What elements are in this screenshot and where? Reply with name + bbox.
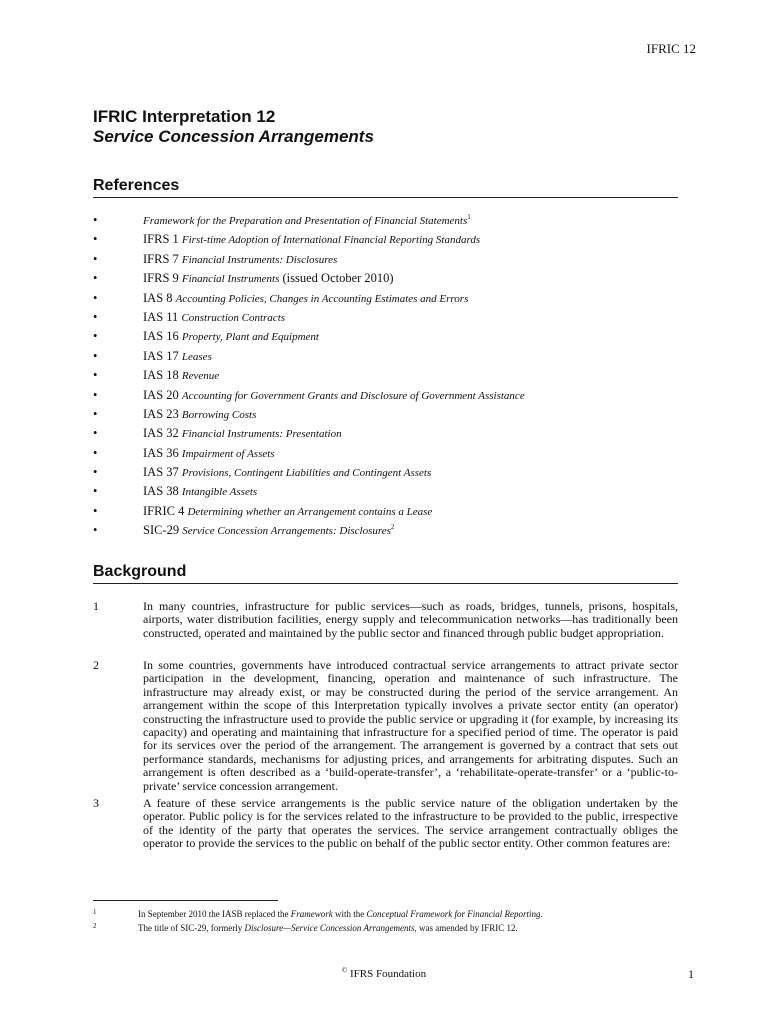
reference-item — [93, 269, 693, 288]
bullet: • — [93, 484, 98, 499]
reference-item — [93, 424, 693, 443]
reference-item — [93, 502, 693, 521]
reference-item — [93, 463, 693, 482]
bullet: • — [93, 503, 98, 518]
reference-code: IAS 20 — [143, 387, 179, 402]
reference-item — [93, 308, 693, 327]
reference-text — [143, 521, 394, 541]
reference-code: IAS 36 — [143, 445, 179, 460]
footnote-emphasis: Framework — [290, 909, 333, 919]
reference-item — [93, 444, 693, 463]
reference-text — [143, 347, 212, 367]
footnote-divider — [93, 900, 278, 901]
bullet: • — [93, 445, 98, 460]
bullet: • — [93, 271, 98, 286]
paragraph-number: 2 — [93, 658, 99, 672]
reference-title: Construction Contracts — [181, 311, 286, 324]
footnote-number: 2 — [93, 922, 97, 930]
footnote-text — [138, 922, 518, 934]
reference-code: IAS 37 — [143, 465, 179, 480]
reference-code: IFRS 7 — [143, 251, 179, 266]
reference-text — [143, 386, 525, 406]
background-paragraph-3 — [93, 797, 678, 851]
reference-item — [93, 289, 693, 308]
footnote-number: 1 — [93, 908, 97, 916]
publisher-name: IFRS Foundation — [349, 968, 427, 980]
reference-text — [143, 211, 471, 231]
paragraph-text: In many countries, infrastructure for public services—such as roads, bridges, tunnels, prisons, hospitals, airports, water distribution facilities, energy supply and telecommunication networks—has traditionally been constructed, operated and maintained by the public sector and financed through public budget appropriation. — [143, 599, 678, 640]
bullet: • — [93, 387, 98, 402]
reference-code: IAS 38 — [143, 484, 179, 499]
bullet: • — [93, 426, 98, 441]
reference-item — [93, 327, 693, 346]
reference-text — [143, 366, 219, 386]
reference-title: Financial Instruments: Presentation — [181, 428, 342, 441]
paragraph-number: 3 — [93, 796, 99, 810]
reference-text — [143, 230, 480, 250]
reference-title: Accounting Policies, Changes in Accounting Estimates and Errors — [175, 292, 469, 305]
reference-code: IAS 16 — [143, 329, 179, 344]
page-number: 1 — [688, 967, 694, 981]
bullet: • — [93, 406, 98, 421]
paragraph-text: A feature of these service arrangements is the public service nature of the obligation undertaken by the operator. Public policy is for the services related to the infrastructure to be provided to the public, irrespective of the identity of the party that operates the services. The service arrangement contractually obliges the operator to provide the services to the public on behalf of the public sector entity. Other common features are: — [143, 796, 678, 851]
bullet: • — [93, 290, 98, 305]
reference-item — [93, 386, 693, 405]
document-subtitle: Service Concession Arrangements — [93, 127, 374, 146]
reference-title: Revenue — [181, 370, 220, 383]
reference-text — [143, 308, 285, 328]
paragraph-number: 1 — [93, 599, 99, 613]
footnote-text-part: In September 2010 the IASB replaced the — [138, 909, 291, 919]
bullet: • — [93, 523, 98, 538]
bullet: • — [93, 213, 98, 227]
background-paragraph-2 — [93, 659, 678, 793]
reference-text — [143, 269, 394, 289]
reference-item — [93, 211, 693, 230]
reference-title: Framework for the Preparation and Presentation of Financial Statements — [143, 215, 468, 227]
reference-item — [93, 366, 693, 385]
reference-item — [93, 521, 693, 540]
reference-code: IAS 23 — [143, 406, 179, 421]
bullet: • — [93, 329, 98, 344]
title-block — [93, 107, 374, 147]
reference-item — [93, 230, 693, 249]
reference-title: Intangible Assets — [181, 486, 258, 499]
reference-text — [143, 327, 319, 347]
reference-code: IFRIC 4 — [143, 503, 185, 518]
paragraph-text: In some countries, governments have introduced contractual service arrangements to attract private sector participation in the development, financing, operation and maintenance of such infrastructure. The infrastructure may already exist, or may be constructed during the period of the service arrangement. An arrangement within the scope of this Interpretation typically involves a private sector entity (an operator) constructing the infrastructure used to provide the public service or upgrading it (for example, by increasing its capacity) and operating and maintaining that infrastructure for a specified period of time. The operator is paid for its services over the period of the arrangement. The arrangement is governed by a contract that sets out performance standards, mechanisms for adjusting prices, and arrangements for arbitrating disputes. Such an arrangement is often described as a ‘build-operate-transfer’, a ‘rehabilitate-operate-transfer’ or a ‘public-to-private’ service concession arrangement. — [143, 658, 678, 793]
bullet: • — [93, 368, 98, 383]
references-heading: References — [93, 177, 678, 198]
reference-text — [143, 405, 256, 425]
reference-item — [93, 405, 693, 424]
bullet: • — [93, 251, 98, 266]
bullet: • — [93, 348, 98, 363]
reference-code: IFRS 1 — [143, 232, 179, 247]
reference-title: Accounting for Government Grants and Disclosure of Government Assistance — [181, 389, 525, 402]
footnote-text-part: , was amended by IFRIC 12. — [414, 923, 518, 933]
reference-text — [143, 444, 275, 464]
reference-text — [143, 250, 337, 270]
reference-text — [143, 482, 257, 502]
reference-title: Impairment of Assets — [181, 447, 275, 460]
reference-item — [93, 347, 693, 366]
reference-code: SIC-29 — [143, 523, 180, 538]
reference-item — [93, 250, 693, 269]
reference-title: Determining whether an Arrangement contains a Lease — [187, 505, 433, 518]
background-heading: Background — [93, 563, 678, 584]
reference-title: Provisions, Contingent Liabilities and Contingent Assets — [181, 467, 432, 480]
footnote-text-part: The title of SIC-29, formerly — [138, 923, 245, 933]
reference-code: IAS 8 — [143, 290, 173, 305]
document-title: IFRIC Interpretation 12 — [93, 107, 276, 126]
references-list — [93, 211, 693, 541]
reference-title: Financial Instruments: Disclosures — [181, 253, 338, 266]
reference-text — [143, 463, 431, 483]
reference-title: Financial Instruments — [181, 273, 280, 286]
footnote-emphasis: Disclosure—Service Concession Arrangements — [244, 923, 415, 933]
bullet: • — [93, 309, 98, 324]
footnote-emphasis: Conceptual Framework for Financial Reporting — [366, 909, 541, 919]
footer-copyright — [0, 968, 768, 980]
reference-item — [93, 482, 693, 501]
footnote-text-part: . — [540, 909, 543, 919]
reference-text — [143, 502, 432, 522]
reference-title: Leases — [181, 350, 212, 363]
reference-code: IFRS 9 — [143, 271, 179, 286]
reference-title: Property, Plant and Equipment — [181, 331, 319, 344]
footnote-marker: 1 — [467, 212, 471, 221]
copyright-symbol: © — [341, 966, 348, 975]
background-paragraph-1 — [93, 600, 678, 640]
reference-code: IAS 11 — [143, 309, 179, 324]
reference-text — [143, 289, 468, 309]
reference-text — [143, 424, 342, 444]
footnote-text-part: with the — [332, 909, 367, 919]
reference-code: IAS 32 — [143, 426, 179, 441]
reference-code: IAS 18 — [143, 368, 179, 383]
reference-title: Service Concession Arrangements: Disclosures — [182, 525, 391, 538]
reference-title: Borrowing Costs — [181, 408, 257, 421]
bullet: • — [93, 232, 98, 247]
footnote-marker: 2 — [390, 523, 395, 532]
reference-code: IAS 17 — [143, 348, 179, 363]
bullet: • — [93, 465, 98, 480]
reference-title: First-time Adoption of International Financial Reporting Standards — [181, 234, 481, 247]
footnote-text — [138, 908, 543, 920]
reference-note: (issued October 2010) — [282, 271, 394, 286]
running-head: IFRIC 12 — [646, 41, 696, 56]
